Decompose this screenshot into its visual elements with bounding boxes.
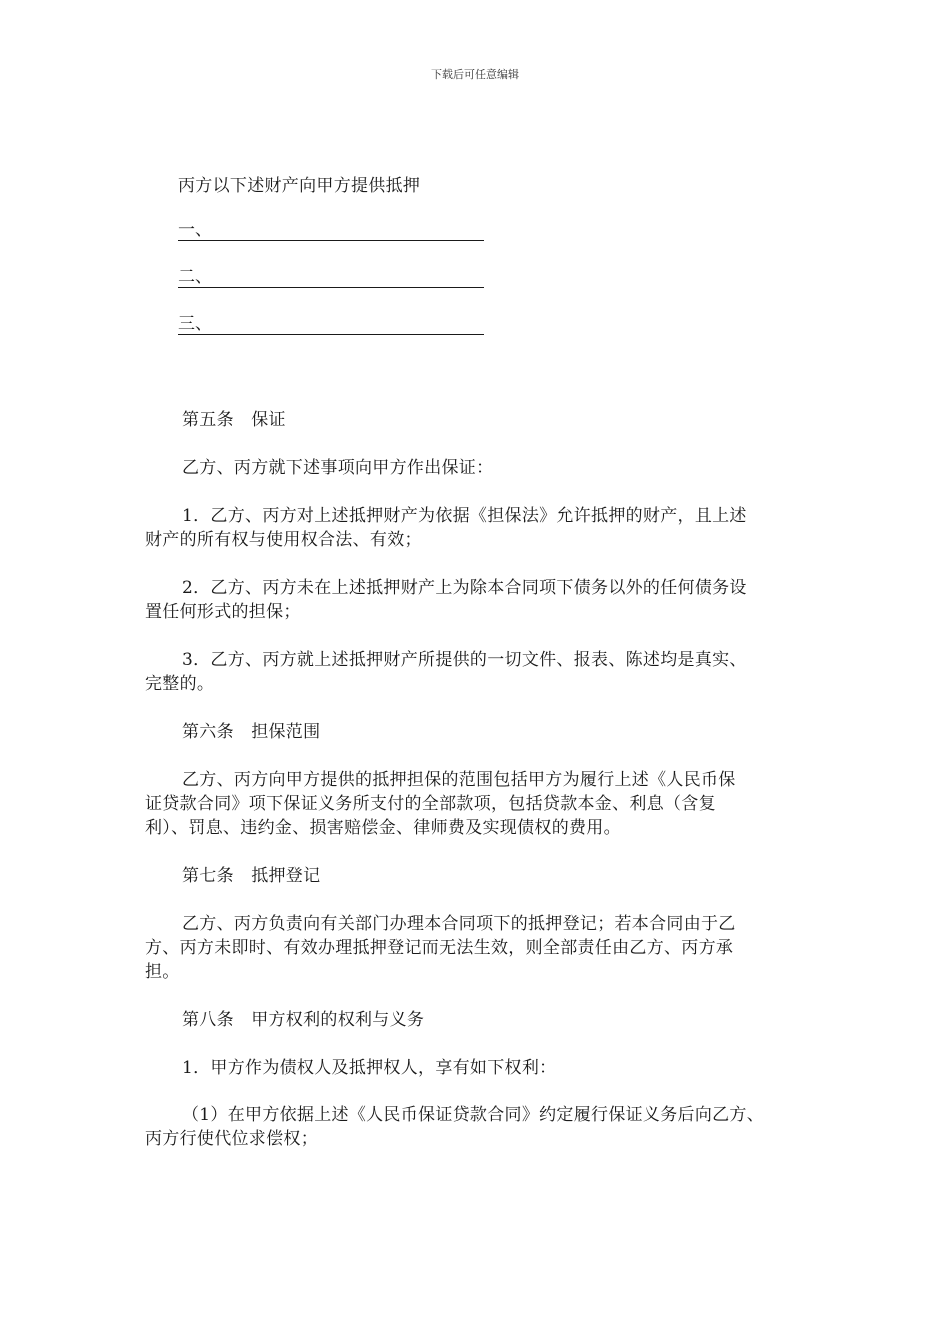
blank-line-2: 二、 <box>178 267 484 288</box>
paragraph-line: 乙方、丙方向甲方提供的抵押担保的范围包括甲方为履行上述《人民币保 <box>182 770 736 790</box>
paragraph-line: 乙方、丙方就下述事项向甲方作出保证： <box>182 458 494 478</box>
article-5-heading: 第五条 保证 <box>182 410 286 430</box>
paragraph-line: 1．甲方作为债权人及抵押权人，享有如下权利： <box>182 1058 557 1078</box>
paragraph-line: 利）、罚息、违约金、损害赔偿金、律师费及实现债权的费用。 <box>145 818 621 838</box>
page-header: 下载后可任意编辑 <box>431 68 519 81</box>
paragraph-line: 2．乙方、丙方未在上述抵押财产上为除本合同项下债务以外的任何债务设 <box>182 578 747 598</box>
blank-line-1: 一、 <box>178 220 484 241</box>
paragraph-line: 担。 <box>145 962 180 982</box>
paragraph-line: （1）在甲方依据上述《人民币保证贷款合同》约定履行保证义务后向乙方、 <box>182 1105 765 1125</box>
paragraph-line: 置任何形式的担保； <box>145 602 301 622</box>
paragraph-line: 丙方行使代位求偿权； <box>145 1129 318 1149</box>
paragraph-line: 1．乙方、丙方对上述抵押财产为依据《担保法》允许抵押的财产，且上述 <box>182 506 747 526</box>
paragraph-line: 乙方、丙方负责向有关部门办理本合同项下的抵押登记；若本合同由于乙 <box>182 914 736 934</box>
blank-line-3: 三、 <box>178 314 484 335</box>
paragraph-line: 完整的。 <box>145 674 215 694</box>
paragraph-line: 方、丙方未即时、有效办理抵押登记而无法生效，则全部责任由乙方、丙方承 <box>145 938 734 958</box>
article-6-heading: 第六条 担保范围 <box>182 722 321 742</box>
paragraph-line: 3．乙方、丙方就上述抵押财产所提供的一切文件、报表、陈述均是真实、 <box>182 650 747 670</box>
paragraph-line: 财产的所有权与使用权合法、有效； <box>145 530 422 550</box>
paragraph-line: 证贷款合同》项下保证义务所支付的全部款项，包括贷款本金、利息（含复 <box>145 794 716 814</box>
article-8-heading: 第八条 甲方权利的权利与义务 <box>182 1010 425 1030</box>
mortgage-intro: 丙方以下述财产向甲方提供抵押 <box>178 176 421 196</box>
article-7-heading: 第七条 抵押登记 <box>182 866 321 886</box>
